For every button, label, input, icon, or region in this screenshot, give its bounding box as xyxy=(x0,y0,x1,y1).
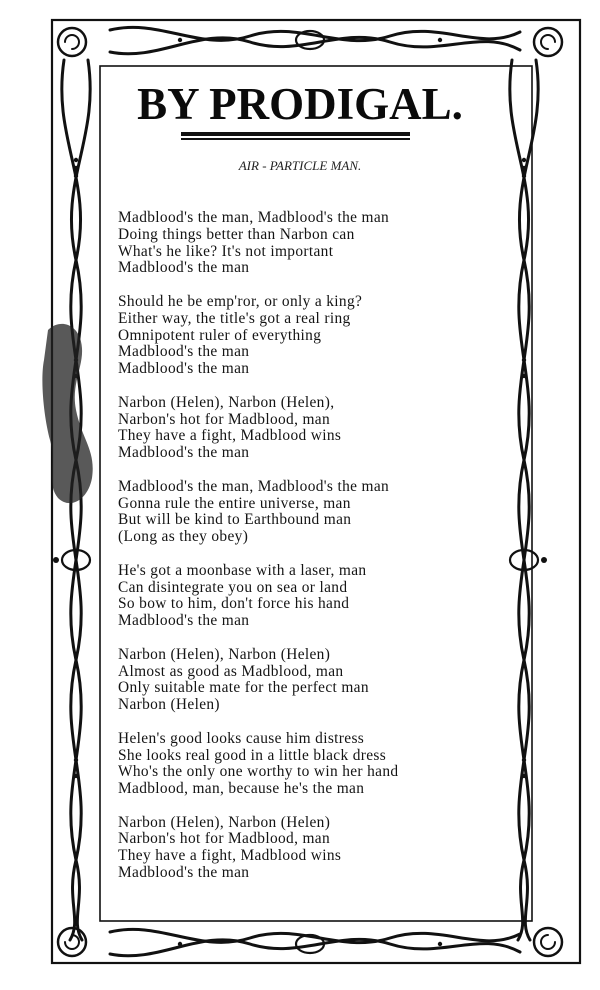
lyric-line: But will be kind to Earthbound man xyxy=(118,511,352,529)
lyric-line: Madblood, man, because he's the man xyxy=(118,780,365,798)
lyric-line: Helen's good looks cause him distress xyxy=(118,729,365,747)
lyric-line: Narbon (Helen), Narbon (Helen), xyxy=(118,393,335,411)
stanza xyxy=(118,563,478,630)
lyric-line: So bow to him, don't force his hand xyxy=(118,595,350,613)
lyric-line: Narbon's hot for Madblood, man xyxy=(118,830,331,848)
lyric-line: Doing things better than Narbon can xyxy=(118,225,355,243)
lyric-line: Madblood's the man xyxy=(118,444,250,462)
air-subtitle: AIR - PARTICLE MAN. xyxy=(238,158,362,173)
stanza xyxy=(118,294,478,378)
lyric-line: Narbon (Helen), Narbon (Helen) xyxy=(118,645,331,663)
lyric-line: They have a fight, Madblood wins xyxy=(118,847,342,865)
song-title: BY PRODIGAL. xyxy=(137,79,463,129)
lyric-line: They have a fight, Madblood wins xyxy=(118,427,342,445)
lyrics-body xyxy=(118,210,478,899)
lyric-line: Narbon (Helen), Narbon (Helen) xyxy=(118,813,331,831)
lyric-line: Madblood's the man, Madblood's the man xyxy=(118,477,390,495)
lyric-line: Madblood's the man xyxy=(118,343,250,361)
lyric-line: Omnipotent ruler of everything xyxy=(118,326,322,344)
stanza xyxy=(118,479,478,546)
lyric-line: Madblood's the man, Madblood's the man xyxy=(118,209,390,226)
lyric-line: Narbon's hot for Madblood, man xyxy=(118,410,331,428)
lyric-line: He's got a moonbase with a laser, man xyxy=(118,561,367,579)
stanza xyxy=(118,210,478,277)
lyric-line: Madblood's the man xyxy=(118,612,250,630)
lyric-line: Gonna rule the entire universe, man xyxy=(118,494,351,512)
lyric-line: Narbon (Helen) xyxy=(118,696,220,714)
ink-stamp-smudge-icon xyxy=(42,324,92,503)
lyric-line: Almost as good as Madblood, man xyxy=(118,662,344,680)
lyric-line: Only suitable mate for the perfect man xyxy=(118,679,369,697)
stanza xyxy=(118,815,478,882)
stanza xyxy=(118,731,478,798)
lyric-line: (Long as they obey) xyxy=(118,528,249,546)
lyric-line: Can disintegrate you on sea or land xyxy=(118,578,348,596)
title-rule-thick xyxy=(181,132,410,136)
lyric-line: She looks real good in a little black dress xyxy=(118,746,387,764)
lyric-line: Who's the only one worthy to win her hand xyxy=(118,763,399,781)
lyric-line: Madblood's the man xyxy=(118,864,250,882)
lyric-line: Madblood's the man xyxy=(118,360,250,378)
lyric-line: Madblood's the man xyxy=(118,259,250,277)
title-rule-thin xyxy=(181,138,410,140)
stanza xyxy=(118,395,478,462)
stanza xyxy=(118,647,478,714)
lyric-line: What's he like? It's not important xyxy=(118,242,334,260)
lyric-line: Should he be emp'ror, or only a king? xyxy=(118,292,363,310)
lyric-line: Either way, the title's got a real ring xyxy=(118,309,351,327)
